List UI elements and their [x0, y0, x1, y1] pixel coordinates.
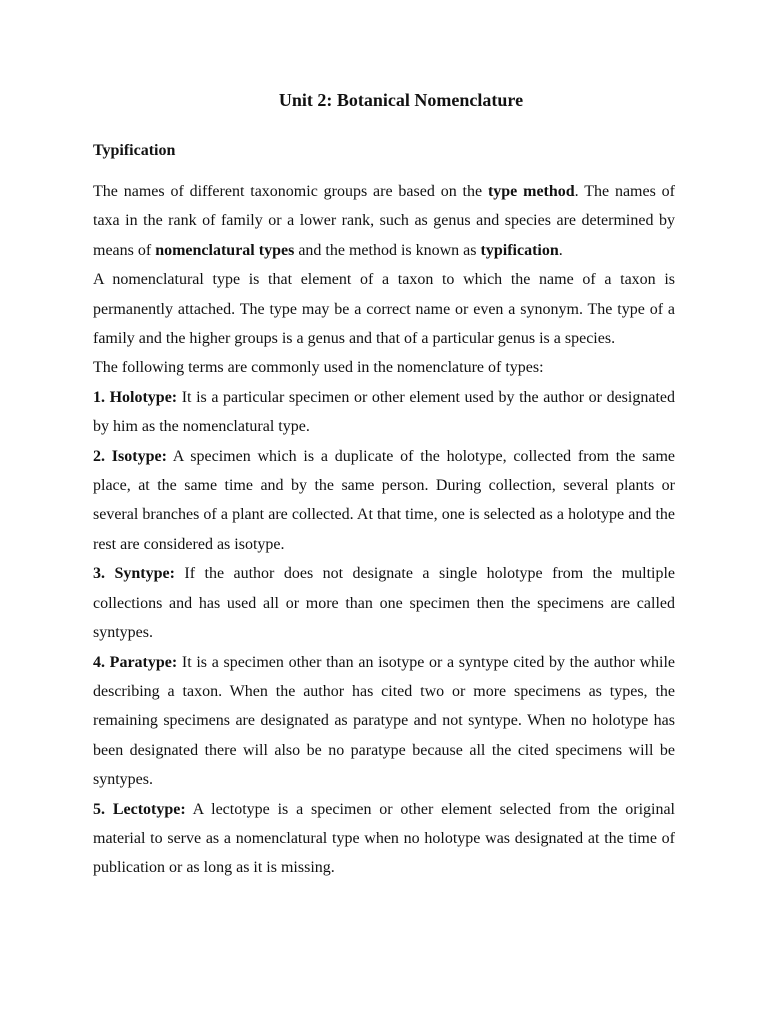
term-paratype [93, 648, 675, 795]
intro-paragraph [93, 177, 675, 265]
term-text: A lectotype is a specimen or other element selected from the original material to serve as a nomenclatural type when no holotype was designated at the time of publication or as long as it is missing. [93, 800, 676, 877]
term-isotype [93, 442, 675, 560]
intro-text-1: The names of different taxonomic groups are based on the [93, 183, 488, 200]
intro-text-4: . [558, 241, 563, 259]
term-text: A specimen which is a duplicate of the holotype, collected from the same place, at the same time and by the same person. During collection, several plants or several branches of a plant are collected. At that time, one is selected as a holotype and the rest are considered as isotype. [93, 447, 676, 553]
intro-text-2: . The names of taxa in the rank of family or a lower rank, such as genus and species are determined by means of [93, 183, 675, 259]
term-label: 2. Isotype: [93, 447, 167, 465]
terms-intro-paragraph: The following terms are commonly used in the nomenclature of types: [93, 359, 544, 377]
term-lectotype [93, 795, 675, 883]
term-text: It is a specimen other than an isotype or a syntype cited by the author while describing a taxon. When the author has cited two or more specimens as types, the remaining specimens are designated as paratype and not syntype. When no holotype has been designated there will also be no paratype because all the cited specimens will be syntypes. [93, 653, 676, 789]
term-text: If the author does not designate a single holotype from the multiple collections and has used all or more than one specimen then the specimens are called syntypes. [93, 565, 676, 642]
intro-bold-type-method: type method [487, 183, 575, 200]
intro-bold-typification: typification [480, 241, 559, 259]
term-label: 4. Paratype: [93, 653, 178, 671]
page-title: Unit 2: Botanical Nomenclature [278, 90, 524, 110]
definition-paragraph: A nomenclatural type is that element of a taxon to which the name of a taxon is permanently attached. The type may be a correct name or even a synonym. The type of a family and the higher groups is a genus and that of a particular genus is a species. [93, 271, 675, 348]
section-heading: Typification [93, 142, 176, 159]
term-holotype [93, 383, 675, 442]
term-text: It is a particular specimen or other element used by the author or designated by him as the nomenclatural type. [93, 388, 676, 436]
intro-bold-nomenclatural-types: nomenclatural types [155, 241, 295, 259]
term-syntype [93, 559, 675, 647]
intro-text-3: and the method is known as [294, 241, 481, 259]
term-label: 1. Holotype: [93, 388, 178, 406]
term-label: 5. Lectotype: [93, 800, 186, 818]
term-label: 3. Syntype: [93, 565, 175, 583]
